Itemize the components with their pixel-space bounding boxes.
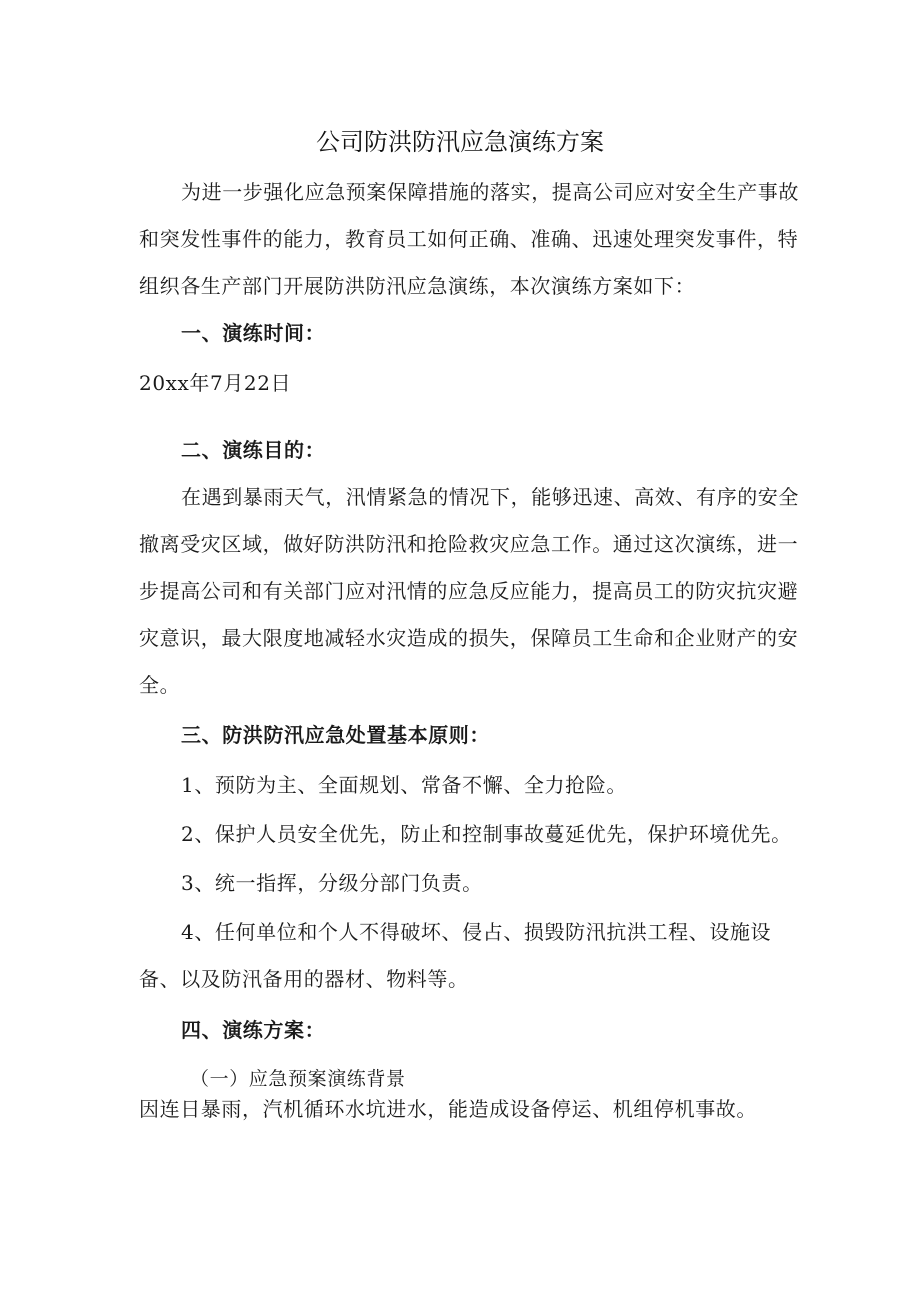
section-4-subheading: （一）应急预案演练背景 <box>190 1068 406 1090</box>
section-2-heading: 二、演练目的： <box>181 438 326 462</box>
purpose-paragraph: 在遇到暴雨天气，汛情紧急的情况下，能够迅速、高效、有序的安全撤离受灾区域，做好防洪防汛和抢险救灾应急工作。通过这次演练，进一步提高公司和有关部门应对汛情的应急反应能力，提高员工的防灾抗灾避灾意识，最大限度地减轻水灾造成的损失，保障员工生命和企业财产的安全。 <box>139 485 799 697</box>
principle-item-3: 3、统一指挥，分级分部门负责。 <box>181 871 483 895</box>
document-title: 公司防洪防汛应急演练方案 <box>316 128 604 156</box>
section-3-heading: 三、防洪防汛应急处置基本原则： <box>181 723 490 747</box>
principle-item-1: 1、预防为主、全面规划、常备不懈、全力抢险。 <box>181 773 627 797</box>
section-4-heading: 四、演练方案： <box>181 1018 326 1042</box>
drill-date: 20xx年7月22日 <box>139 371 292 395</box>
principle-item-2: 2、保护人员安全优先，防止和控制事故蔓延优先，保护环境优先。 <box>181 822 792 846</box>
intro-paragraph: 为进一步强化应急预案保障措施的落实，提高公司应对安全生产事故和突发性事件的能力，教育员工如何正确、准确、迅速处理突发事件，特组织各生产部门开展防洪防汛应急演练，本次演练方案如下： <box>139 180 799 298</box>
principle-item-4: 4、任何单位和个人不得破坏、侵占、损毁防汛抗洪工程、设施设备、以及防汛备用的器材、物料等。 <box>139 920 772 991</box>
background-paragraph: 因连日暴雨，汽机循环水坑进水，能造成设备停运、机组停机事故。 <box>139 1097 757 1121</box>
section-1-heading: 一、演练时间： <box>181 321 326 345</box>
